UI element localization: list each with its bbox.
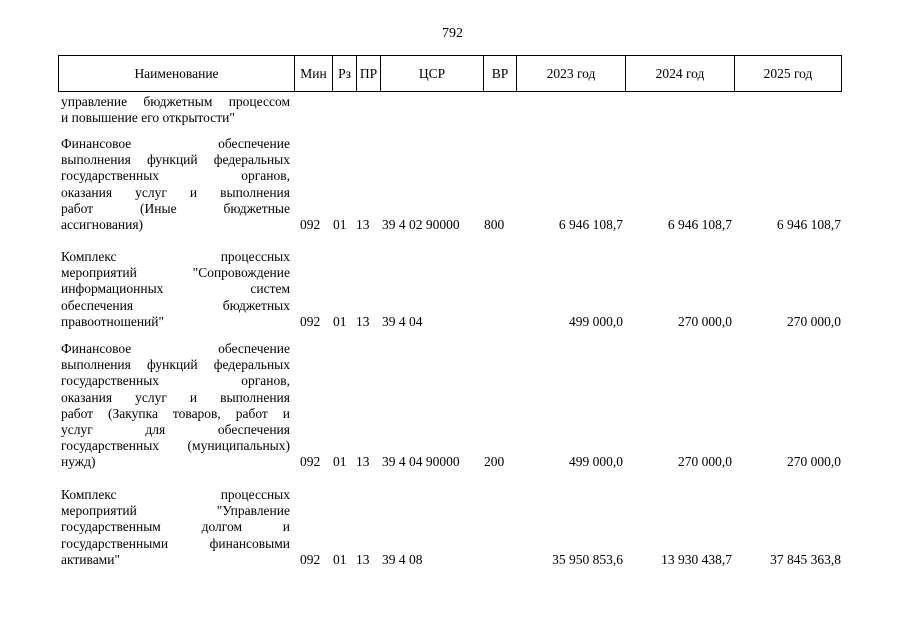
cell-vr: 200 bbox=[484, 454, 505, 470]
row-name-line: выполнения функций федеральных bbox=[61, 357, 290, 373]
cell-y2025: 270 000,0 bbox=[787, 313, 841, 329]
row-name-line: Комплекс процессных bbox=[61, 487, 290, 502]
cell-y2024: 270 000,0 bbox=[678, 454, 732, 470]
cell-rz: 01 bbox=[333, 313, 347, 329]
cell-y2023: 6 946 108,7 bbox=[558, 217, 623, 232]
row-name bbox=[61, 94, 290, 126]
row-name bbox=[61, 341, 290, 471]
cell-pr: 13 bbox=[356, 454, 370, 470]
cell-y2025: 6 946 108,7 bbox=[776, 217, 841, 232]
row-name bbox=[61, 249, 290, 330]
row-name-line: услуг для обеспечения bbox=[61, 422, 290, 438]
header-min: Мин bbox=[294, 56, 332, 91]
cell-y2025: 270 000,0 bbox=[787, 454, 841, 470]
cell-rz: 01 bbox=[333, 454, 347, 470]
row-name-line: государственным долгом и bbox=[61, 519, 290, 535]
cell-y2025: 37 845 363,8 bbox=[770, 551, 841, 567]
cell-csr: 39 4 02 90000 bbox=[382, 217, 460, 232]
header-vr: ВР bbox=[483, 56, 516, 91]
row-name bbox=[61, 487, 290, 568]
cell-y2024: 13 930 438,7 bbox=[661, 551, 732, 567]
cell-y2023: 35 950 853,6 bbox=[552, 551, 623, 567]
cell-y2023: 499 000,0 bbox=[569, 454, 623, 470]
cell-rz: 01 bbox=[333, 217, 347, 232]
cell-csr: 39 4 08 bbox=[382, 551, 423, 567]
cell-y2024: 6 946 108,7 bbox=[667, 217, 732, 232]
header-csr: ЦСР bbox=[380, 56, 483, 91]
row-name-line: мероприятий "Сопровождение bbox=[61, 265, 290, 281]
cell-y2024: 270 000,0 bbox=[678, 313, 732, 329]
header-name: Наименование bbox=[134, 65, 219, 81]
header-rz: Рз bbox=[332, 56, 356, 91]
row-name-line: активами" bbox=[61, 551, 120, 567]
table-header bbox=[58, 55, 842, 92]
row-name-line: работ (Закупка товаров, работ и bbox=[61, 405, 290, 421]
row-name-line: информационных систем bbox=[61, 281, 290, 297]
row-name-line: обеспечения бюджетных bbox=[61, 297, 290, 313]
row-name-line: государственными финансовыми bbox=[61, 535, 290, 551]
cell-rz: 01 bbox=[333, 551, 347, 567]
row-name-line: правоотношений" bbox=[61, 313, 165, 329]
row-name bbox=[61, 136, 290, 233]
cell-min: 092 bbox=[300, 217, 321, 232]
row-name-line: Финансовое обеспечение bbox=[61, 341, 290, 356]
row-name-line: мероприятий "Управление bbox=[61, 503, 290, 519]
page-number: 792 bbox=[442, 26, 463, 41]
row-name-line: оказания услуг и выполнения bbox=[61, 184, 290, 200]
row-name-line: работ (Иные бюджетные bbox=[61, 200, 290, 216]
row-name-line: нужд) bbox=[61, 454, 96, 470]
row-name-line: управление бюджетным процессом bbox=[61, 94, 290, 109]
cell-pr: 13 bbox=[356, 217, 370, 232]
row-name-line: Комплекс процессных bbox=[61, 249, 290, 264]
cell-min: 092 bbox=[300, 551, 321, 567]
header-2024: 2024 год bbox=[625, 56, 734, 91]
row-name-line: ассигнования) bbox=[61, 217, 144, 233]
row-name-line: и повышение его открытости" bbox=[61, 110, 235, 126]
row-name-line: государственных органов, bbox=[61, 373, 290, 389]
row-name-line: государственных органов, bbox=[61, 168, 290, 184]
cell-pr: 13 bbox=[356, 313, 370, 329]
header-pr: ПР bbox=[356, 56, 380, 91]
cell-csr: 39 4 04 90000 bbox=[382, 454, 460, 470]
cell-vr: 800 bbox=[484, 217, 505, 232]
cell-min: 092 bbox=[300, 313, 321, 329]
cell-pr: 13 bbox=[356, 551, 370, 567]
row-name-line: государственных (муниципальных) bbox=[61, 438, 290, 454]
cell-y2023: 499 000,0 bbox=[569, 313, 623, 329]
header-2025: 2025 год bbox=[734, 56, 841, 91]
row-name-line: выполнения функций федеральных bbox=[61, 152, 290, 168]
row-name-line: оказания услуг и выполнения bbox=[61, 389, 290, 405]
row-name-line: Финансовое обеспечение bbox=[61, 136, 290, 151]
cell-min: 092 bbox=[300, 454, 321, 470]
header-2023: 2023 год bbox=[516, 56, 625, 91]
cell-csr: 39 4 04 bbox=[382, 313, 423, 329]
